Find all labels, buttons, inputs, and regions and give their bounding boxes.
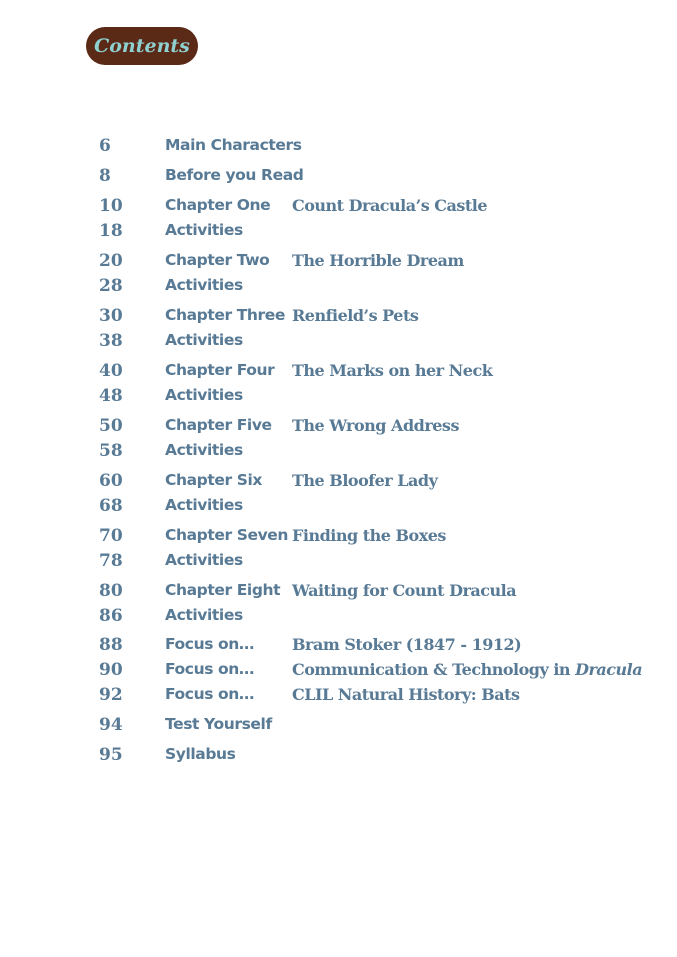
toc-label: Activities xyxy=(165,276,243,294)
toc-row xyxy=(0,635,677,661)
toc-label: Chapter Two xyxy=(165,251,270,269)
toc-row xyxy=(0,685,677,711)
toc-page-number: 28 xyxy=(99,276,123,296)
toc-label: Main Characters xyxy=(165,136,302,154)
toc-title: Count Dracula’s Castle xyxy=(292,196,488,215)
toc-page-number: 95 xyxy=(99,745,123,765)
toc-label: Focus on… xyxy=(165,685,255,703)
contents-heading-badge xyxy=(86,27,198,65)
toc-page-number: 94 xyxy=(99,715,123,735)
toc-row xyxy=(0,660,677,686)
toc-page-number: 50 xyxy=(99,416,123,436)
toc-label: Before you Read xyxy=(165,166,304,184)
toc-label: Syllabus xyxy=(165,745,236,763)
toc-label: Chapter Four xyxy=(165,361,275,379)
toc-page-number: 90 xyxy=(99,660,123,680)
toc-label: Activities xyxy=(165,441,243,459)
toc-page-number: 78 xyxy=(99,551,123,571)
toc-page-number: 20 xyxy=(99,251,123,271)
toc-row xyxy=(0,251,677,277)
toc-row xyxy=(0,221,677,247)
toc-label: Chapter Eight xyxy=(165,581,281,599)
toc-row xyxy=(0,581,677,607)
toc-row xyxy=(0,526,677,552)
toc-row xyxy=(0,441,677,467)
toc-title: Waiting for Count Dracula xyxy=(292,581,517,600)
toc-label: Focus on… xyxy=(165,660,255,678)
toc-title: The Horrible Dream xyxy=(292,251,464,270)
toc-row xyxy=(0,166,677,192)
toc-page-number: 60 xyxy=(99,471,123,491)
toc-label: Chapter Five xyxy=(165,416,272,434)
toc-label: Activities xyxy=(165,606,243,624)
toc-page-number: 68 xyxy=(99,496,123,516)
toc-title: The Wrong Address xyxy=(292,416,459,435)
toc-page-number: 10 xyxy=(99,196,123,216)
toc-row xyxy=(0,276,677,302)
toc-title: Renfield’s Pets xyxy=(292,306,419,325)
toc-row xyxy=(0,471,677,497)
toc-row xyxy=(0,196,677,222)
toc-title: CLIL Natural History: Bats xyxy=(292,685,520,704)
toc-title-italic: Dracula xyxy=(575,660,643,679)
toc-label: Chapter One xyxy=(165,196,271,214)
toc-title: The Marks on her Neck xyxy=(292,361,493,380)
toc-row xyxy=(0,606,677,632)
contents-heading: Contents xyxy=(94,35,190,57)
toc-page-number: 70 xyxy=(99,526,123,546)
toc-label: Activities xyxy=(165,386,243,404)
toc-page-number: 48 xyxy=(99,386,123,406)
toc-page-number: 8 xyxy=(99,166,111,186)
toc-row xyxy=(0,551,677,577)
toc-page-number: 30 xyxy=(99,306,123,326)
toc-row xyxy=(0,361,677,387)
toc-title-wrapper xyxy=(292,660,642,679)
toc-row xyxy=(0,386,677,412)
toc-page-number: 6 xyxy=(99,136,111,156)
toc-row xyxy=(0,496,677,522)
toc-row xyxy=(0,416,677,442)
toc-row xyxy=(0,331,677,357)
toc-label: Focus on… xyxy=(165,635,255,653)
toc-label: Chapter Three xyxy=(165,306,286,324)
toc-title: The Bloofer Lady xyxy=(292,471,438,490)
toc-page-number: 18 xyxy=(99,221,123,241)
toc-label: Activities xyxy=(165,496,243,514)
toc-label: Activities xyxy=(165,331,243,349)
toc-label: Chapter Six xyxy=(165,471,263,489)
toc-row xyxy=(0,745,677,771)
toc-row xyxy=(0,136,677,162)
toc-page-number: 92 xyxy=(99,685,123,705)
toc-row xyxy=(0,715,677,741)
toc-title: Bram Stoker (1847 - 1912) xyxy=(292,635,522,654)
toc-label: Test Yourself xyxy=(165,715,272,733)
toc-page-number: 80 xyxy=(99,581,123,601)
toc-row xyxy=(0,306,677,332)
toc-page-number: 88 xyxy=(99,635,123,655)
toc-page-number: 38 xyxy=(99,331,123,351)
toc-title: Finding the Boxes xyxy=(292,526,446,545)
toc-page-number: 58 xyxy=(99,441,123,461)
toc-label: Activities xyxy=(165,221,243,239)
toc-title: Communication & Technology in xyxy=(292,660,571,679)
toc-label: Chapter Seven xyxy=(165,526,289,544)
toc-page-number: 86 xyxy=(99,606,123,626)
toc-page-number: 40 xyxy=(99,361,123,381)
toc-label: Activities xyxy=(165,551,243,569)
